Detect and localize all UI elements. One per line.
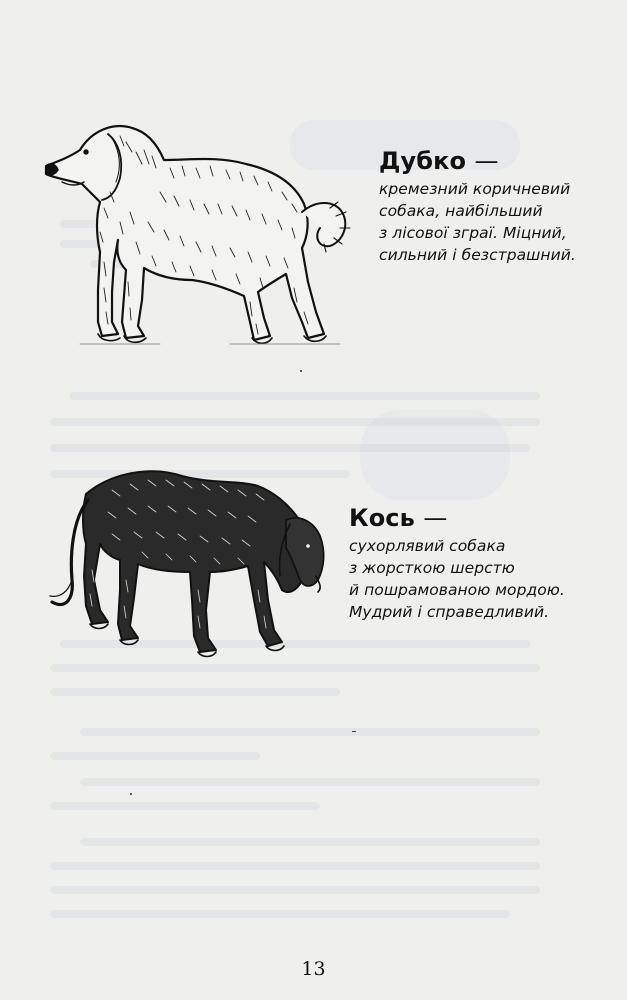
paper-speck (130, 793, 132, 795)
paper-speck (300, 370, 302, 372)
character-name-text: Дубко (379, 147, 467, 175)
paper-speck (352, 731, 356, 732)
character-description: кремезний коричневий собака, найбільший з лісової зграї. Міцний, сильний і безстрашний. (379, 180, 576, 264)
character-name-text: Кось (349, 504, 415, 532)
character-description: сухорлявий собака з жорсткою шерстю й пошрамованою мордою. Мудрий і справедливий. (349, 537, 565, 621)
wiry-dog-head-down-illustration (42, 460, 332, 665)
title-dash: — (423, 504, 448, 532)
shaggy-dog-standing-illustration (40, 112, 355, 352)
character-name (379, 147, 609, 175)
character-name (349, 504, 619, 532)
character-entry-dubko (379, 147, 609, 266)
character-entry-kos (349, 504, 619, 623)
title-dash: — (474, 147, 499, 175)
page-number: 13 (301, 958, 326, 980)
